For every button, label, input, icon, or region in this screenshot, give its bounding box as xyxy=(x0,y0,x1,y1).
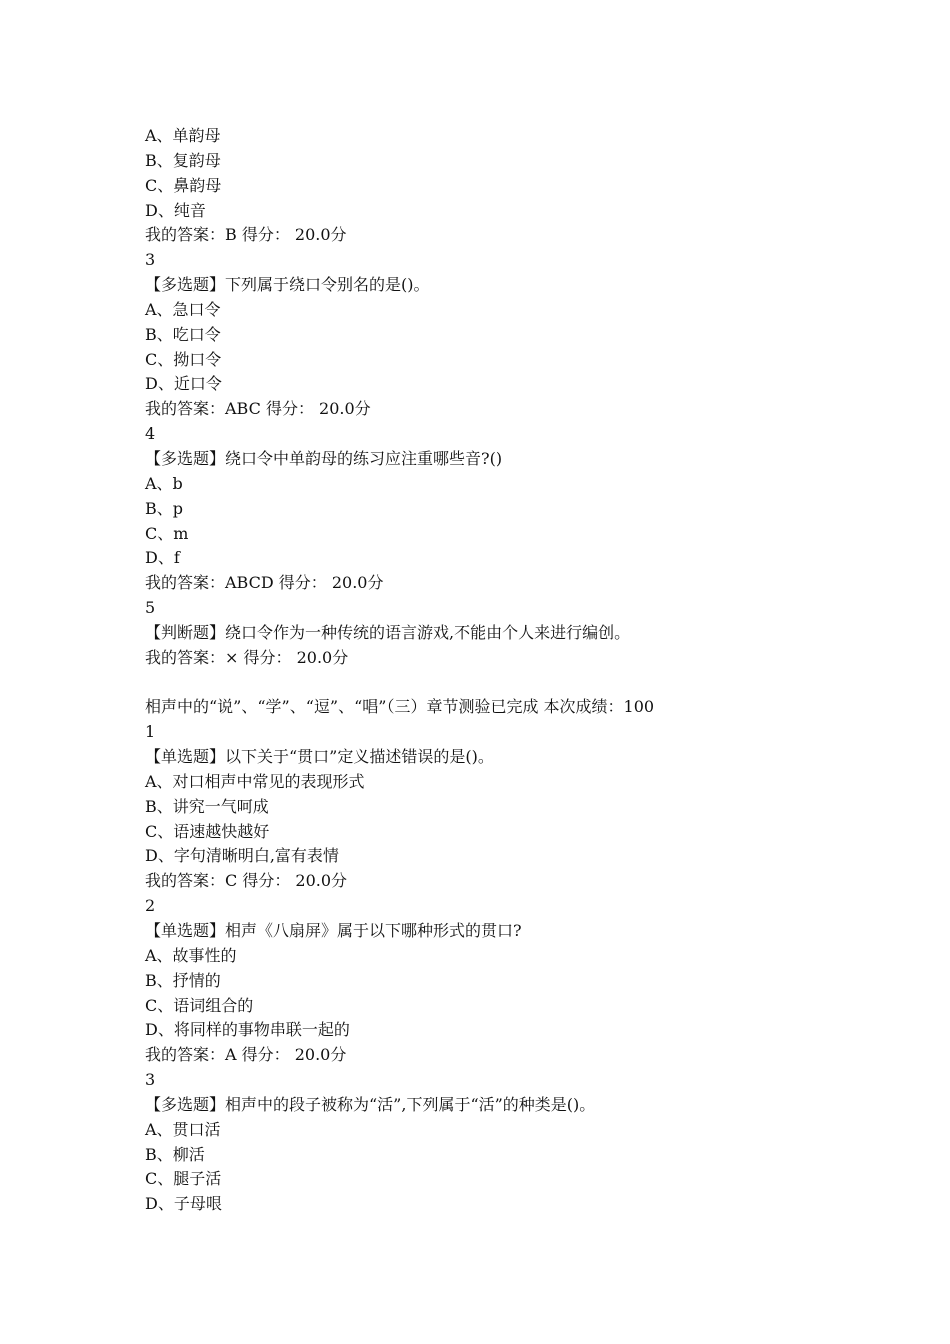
question-number: 3 xyxy=(145,1070,156,1090)
answer-score: 我的答案：B 得分： 20.0分 xyxy=(145,225,347,245)
question-number: 5 xyxy=(145,598,156,618)
option-d: D、将同样的事物串联一起的 xyxy=(145,1020,350,1040)
option-d: D、字句清晰明白,富有表情 xyxy=(145,846,339,866)
option-d: D、近口令 xyxy=(145,374,222,394)
question-number: 4 xyxy=(145,424,156,444)
section-heading: 相声中的“说”、“学”、“逗”、“唱”（三）章节测验已完成 本次成绩：100 xyxy=(145,697,655,717)
option-a: A、单韵母 xyxy=(145,126,221,145)
option-c: C、鼻韵母 xyxy=(145,175,222,195)
answer-score: 我的答案：ABC 得分： 20.0分 xyxy=(145,399,371,419)
question-number: 2 xyxy=(145,896,156,916)
question-text: 【判断题】绕口令作为一种传统的语言游戏,不能由个人来进行编创。 xyxy=(145,622,631,642)
option-a: A、贯口活 xyxy=(145,1119,221,1139)
option-b: B、柳活 xyxy=(145,1144,205,1164)
question-text: 【单选题】以下关于“贯口”定义描述错误的是()。 xyxy=(145,747,494,767)
option-a: A、故事性的 xyxy=(145,945,237,965)
blank-line xyxy=(145,671,845,696)
question-text: 【多选题】下列属于绕口令别名的是()。 xyxy=(145,275,430,295)
option-b: B、抒情的 xyxy=(145,970,221,990)
option-b: B、讲究一气呵成 xyxy=(145,796,269,816)
option-c: C、语词组合的 xyxy=(145,995,254,1015)
answer-score: 我的答案：C 得分： 20.0分 xyxy=(145,871,348,891)
option-b: B、复韵母 xyxy=(145,150,221,170)
answer-score: 我的答案：× 得分： 20.0分 xyxy=(145,647,349,667)
option-a: A、对口相声中常见的表现形式 xyxy=(145,771,365,791)
document-page xyxy=(145,124,845,1217)
question-number: 1 xyxy=(145,722,156,742)
option-a: A、急口令 xyxy=(145,299,221,319)
option-b: B、吃口令 xyxy=(145,324,221,344)
option-c: C、拗口令 xyxy=(145,349,222,369)
option-a: A、b xyxy=(145,473,183,493)
option-c: C、语速越快越好 xyxy=(145,821,270,841)
option-c: C、m xyxy=(145,523,189,543)
option-d: D、子母哏 xyxy=(145,1194,222,1214)
answer-score: 我的答案：ABCD 得分： 20.0分 xyxy=(145,573,384,593)
question-text: 【单选题】相声《八扇屏》属于以下哪种形式的贯口? xyxy=(145,921,522,940)
question-text: 【多选题】相声中的段子被称为“活”,下列属于“活”的种类是()。 xyxy=(145,1094,596,1114)
option-b: B、p xyxy=(145,498,184,518)
option-d: D、纯音 xyxy=(145,200,206,220)
option-c: C、腿子活 xyxy=(145,1169,222,1189)
question-number: 3 xyxy=(145,250,156,270)
question-text: 【多选题】绕口令中单韵母的练习应注重哪些音?() xyxy=(145,448,503,468)
option-d: D、f xyxy=(145,548,180,568)
answer-score: 我的答案：A 得分： 20.0分 xyxy=(145,1045,347,1065)
